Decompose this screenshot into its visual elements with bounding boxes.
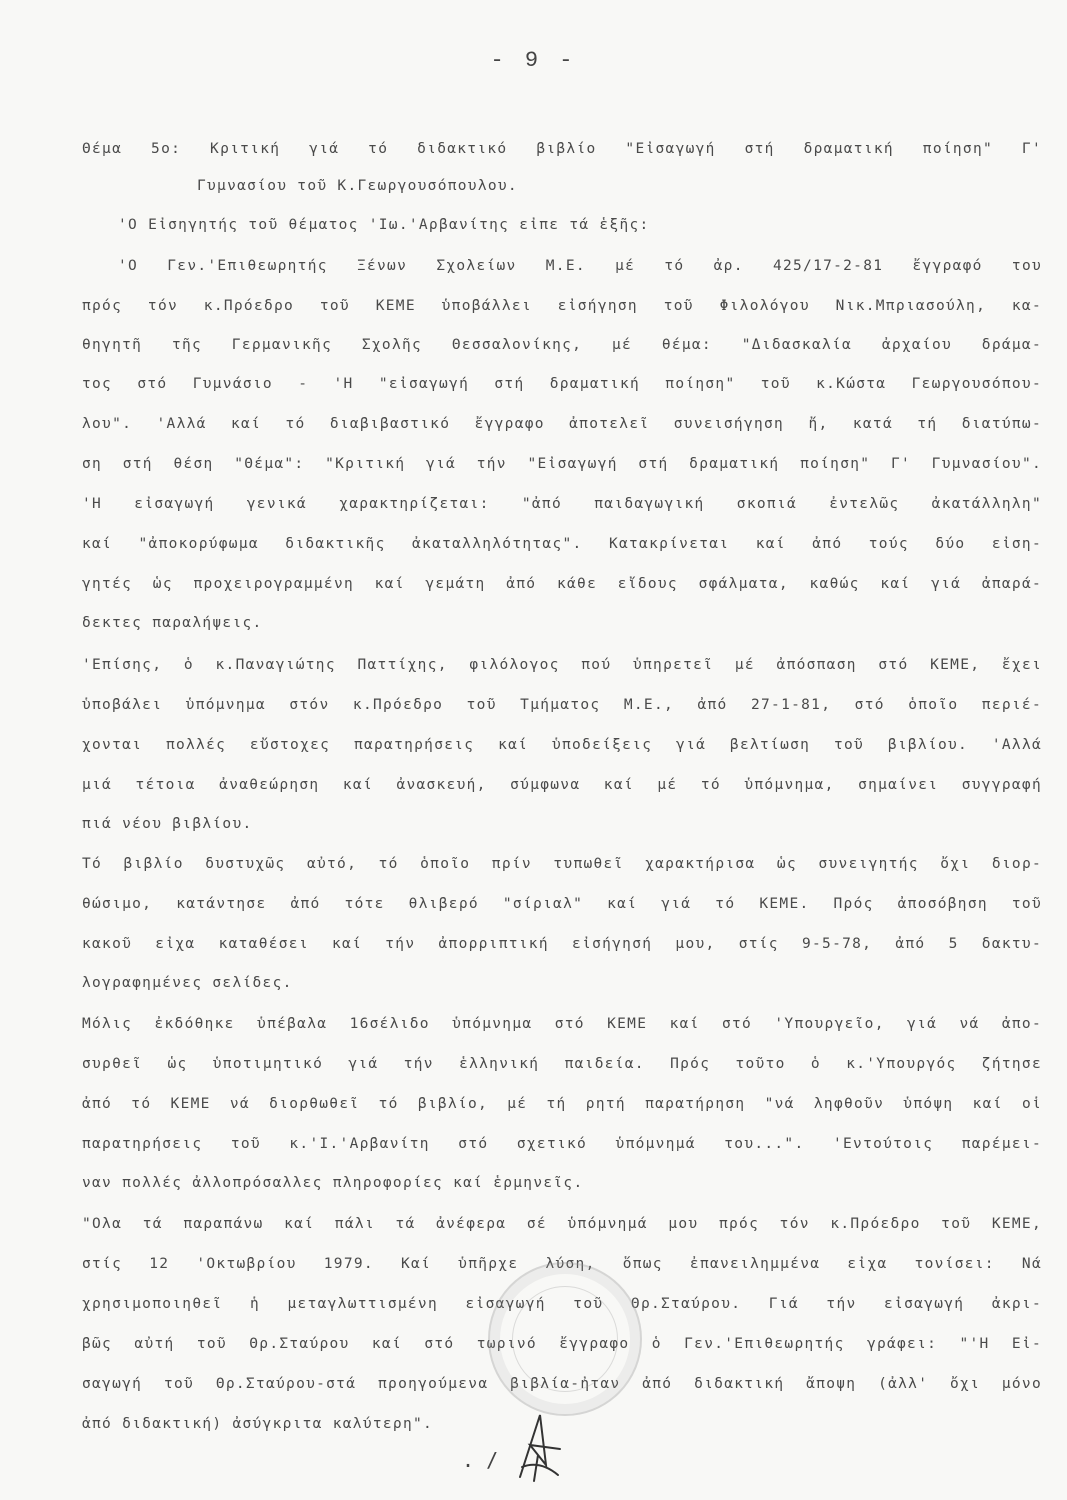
text-line: 'Επίσης, ὁ κ.Παναγιώτης Παττίχης, φιλόλογος πού ὑπηρετεῖ μέ ἀπόσπαση στό ΚΕΜΕ, ἔχει [82,657,1042,673]
text-line: 'Η εἰσαγωγή γενικά χαρακτηρίζεται: "ἀπό παιδαγωγική σκοπιά ἐντελῶς ἀκατάλληλη" [82,496,1042,512]
official-stamp [488,1262,642,1416]
text-line: χονται πολλές εὔστοχες παρατηρήσεις καί ὑποδείξεις γιά βελτίωση τοῦ βιβλίου. 'Αλλά [82,737,1042,753]
text-line: στίς 12 'Οκτωβρίου 1979. Καί ὑπῆρχε λύση, ὅπως ἐπανειλημμένα εἶχα τονίσει: Νά [82,1256,1042,1272]
text-line: συρθεῖ ὡς ὑποτιμητικό γιά τήν ἑλληνική παιδεία. Πρός τοῦτο ὁ κ.'Υπουργός ζήτησε [82,1056,1042,1072]
text-line: χρησιμοποιηθεῖ ἡ μεταγλωττισμένη εἰσαγωγή τοῦ Θρ.Σταύρου. Γιά τήν εἰσαγωγή ἀκρι- [82,1296,1042,1312]
text-line: ση στή θέση "Θέμα": "Κριτική γιά τήν "Εἰσαγωγή στή δραματική ποίηση" Γ' Γυμνασίου". [82,456,1042,472]
text-line: Τό βιβλίο δυστυχῶς αὐτό, τό ὁποῖο πρίν τυπωθεῖ χαρακτήρισα ὡς συνειγητής ὄχι διορ- [82,856,1042,872]
text-line: ναν πολλές ἀλλοπρόσαλλες πληροφορίες καί ἑρμηνεῖς. [82,1175,584,1191]
text-line: τος στό Γυμνάσιο - 'Η "εἰσαγωγή στή δραματική ποίηση" τοῦ κ.Κώστα Γεωργουσόπου- [82,376,1042,392]
text-line: δεκτες παραλήψεις. [82,615,263,631]
text-line: λογραφημένες σελίδες. [82,975,293,991]
text-line: πιά νέου βιβλίου. [82,816,253,832]
text-line: μιά τέτοια ἀναθεώρηση καί ἀνασκευή, σύμφωνα καί μέ τό ὑπόμνημα, σημαίνει συγγραφή [82,777,1042,793]
text-line: θώσιμο, κατάντησε ἀπό τότε θλιβερό "σίριαλ" καί γιά τό ΚΕΜΕ. Πρός ἀποσόβηση τοῦ [82,896,1042,912]
text-line: ἀπό διδακτική) ἀσύγκριτα καλύτερη". [82,1416,434,1432]
text-line: ὑποβάλει ὑπόμνημα στόν κ.Πρόεδρο τοῦ Τμήματος Μ.Ε., ἀπό 27-1-81, στό ὁποῖο περιέ- [82,697,1042,713]
text-line: 'Ο Εἰσηγητής τοῦ θέματος 'Ιω.'Αρβανίτης εἶπε τά ἑξῆς: [118,217,650,233]
text-line: πρός τόν κ.Πρόεδρο τοῦ ΚΕΜΕ ὑποβάλλει εἰσήγηση τοῦ Φιλολόγου Νικ.Μπριασούλη, κα- [82,298,1042,314]
text-line: σαγωγή τοῦ Θρ.Σταύρου-στά προηγούμενα βιβλία-ἦταν ἀπό διδακτική ἄποψη (ἀλλ' ὄχι μόνο [82,1376,1042,1392]
text-line: βῶς αὐτή τοῦ Θρ.Σταύρου καί στό τωρινό ἔγγραφο ὁ Γεν.'Επιθεωρητής γράφει: "'Η Εἰ- [82,1336,1042,1352]
text-line: λου". 'Αλλά καί τό διαβιβαστικό ἔγγραφο ἀποτελεῖ συνεισήγηση ἤ, κατά τή διατύπω- [82,416,1042,432]
text-line: Θέμα 5ο: Κριτική γιά τό διδακτικό βιβλίο "Εἰσαγωγή στή δραματική ποίηση" Γ' [82,141,1042,157]
text-line: θηγητῆ τῆς Γερμανικῆς Σχολῆς Θεσσαλονίκης, μέ θέμα: "Διδασκαλία ἀρχαίου δράμα- [82,337,1042,353]
continuation-mark: . / [462,1448,499,1472]
text-line: "Ολα τά παραπάνω καί πάλι τά ἀνέφερα σέ ὑπόμνημά μου πρός τόν κ.Πρόεδρο τοῦ ΚΕΜΕ, [82,1216,1042,1232]
text-line: παρατηρήσεις τοῦ κ.'Ι.'Αρβανίτη στό σχετικό ὑπόμνημά του...". 'Εντούτοις παρέμει- [82,1136,1042,1152]
text-line: καί "ἀποκορύφωμα διδακτικῆς ἀκαταλληλότητας". Κατακρίνεται καί ἀπό τούς δύο εἰση- [82,536,1042,552]
text-line: ἀπό τό ΚΕΜΕ νά διορθωθεῖ τό βιβλίο, μέ τή ρητή παρατήρηση "νά ληφθοῦν ὑπόψη καί οἱ [82,1096,1042,1112]
text-line: Μόλις ἐκδόθηκε ὑπέβαλα 16σέλιδο ὑπόμνημα στό ΚΕΜΕ καί στό 'Υπουργεῖο, γιά νά ἀπο- [82,1016,1042,1032]
text-line: γητές ὡς προχειρογραμμένη καί γεμάτη ἀπό κάθε εἴδους σφάλματα, καθώς καί γιά ἀπαρά- [82,576,1042,592]
signature [500,1405,570,1485]
text-line: Γυμνασίου τοῦ Κ.Γεωργουσόπουλου. [197,178,518,194]
page-number: - 9 - [490,48,577,73]
text-line: κακοῦ εἶχα καταθέσει καί τήν ἀπορριπτική εἰσήγησή μου, στίς 9-5-78, ἀπό 5 δακτυ- [82,936,1042,952]
text-line: 'Ο Γεν.'Επιθεωρητής Ξένων Σχολείων Μ.Ε. μέ τό ἀρ. 425/17-2-81 ἔγγραφό του [118,258,1042,274]
